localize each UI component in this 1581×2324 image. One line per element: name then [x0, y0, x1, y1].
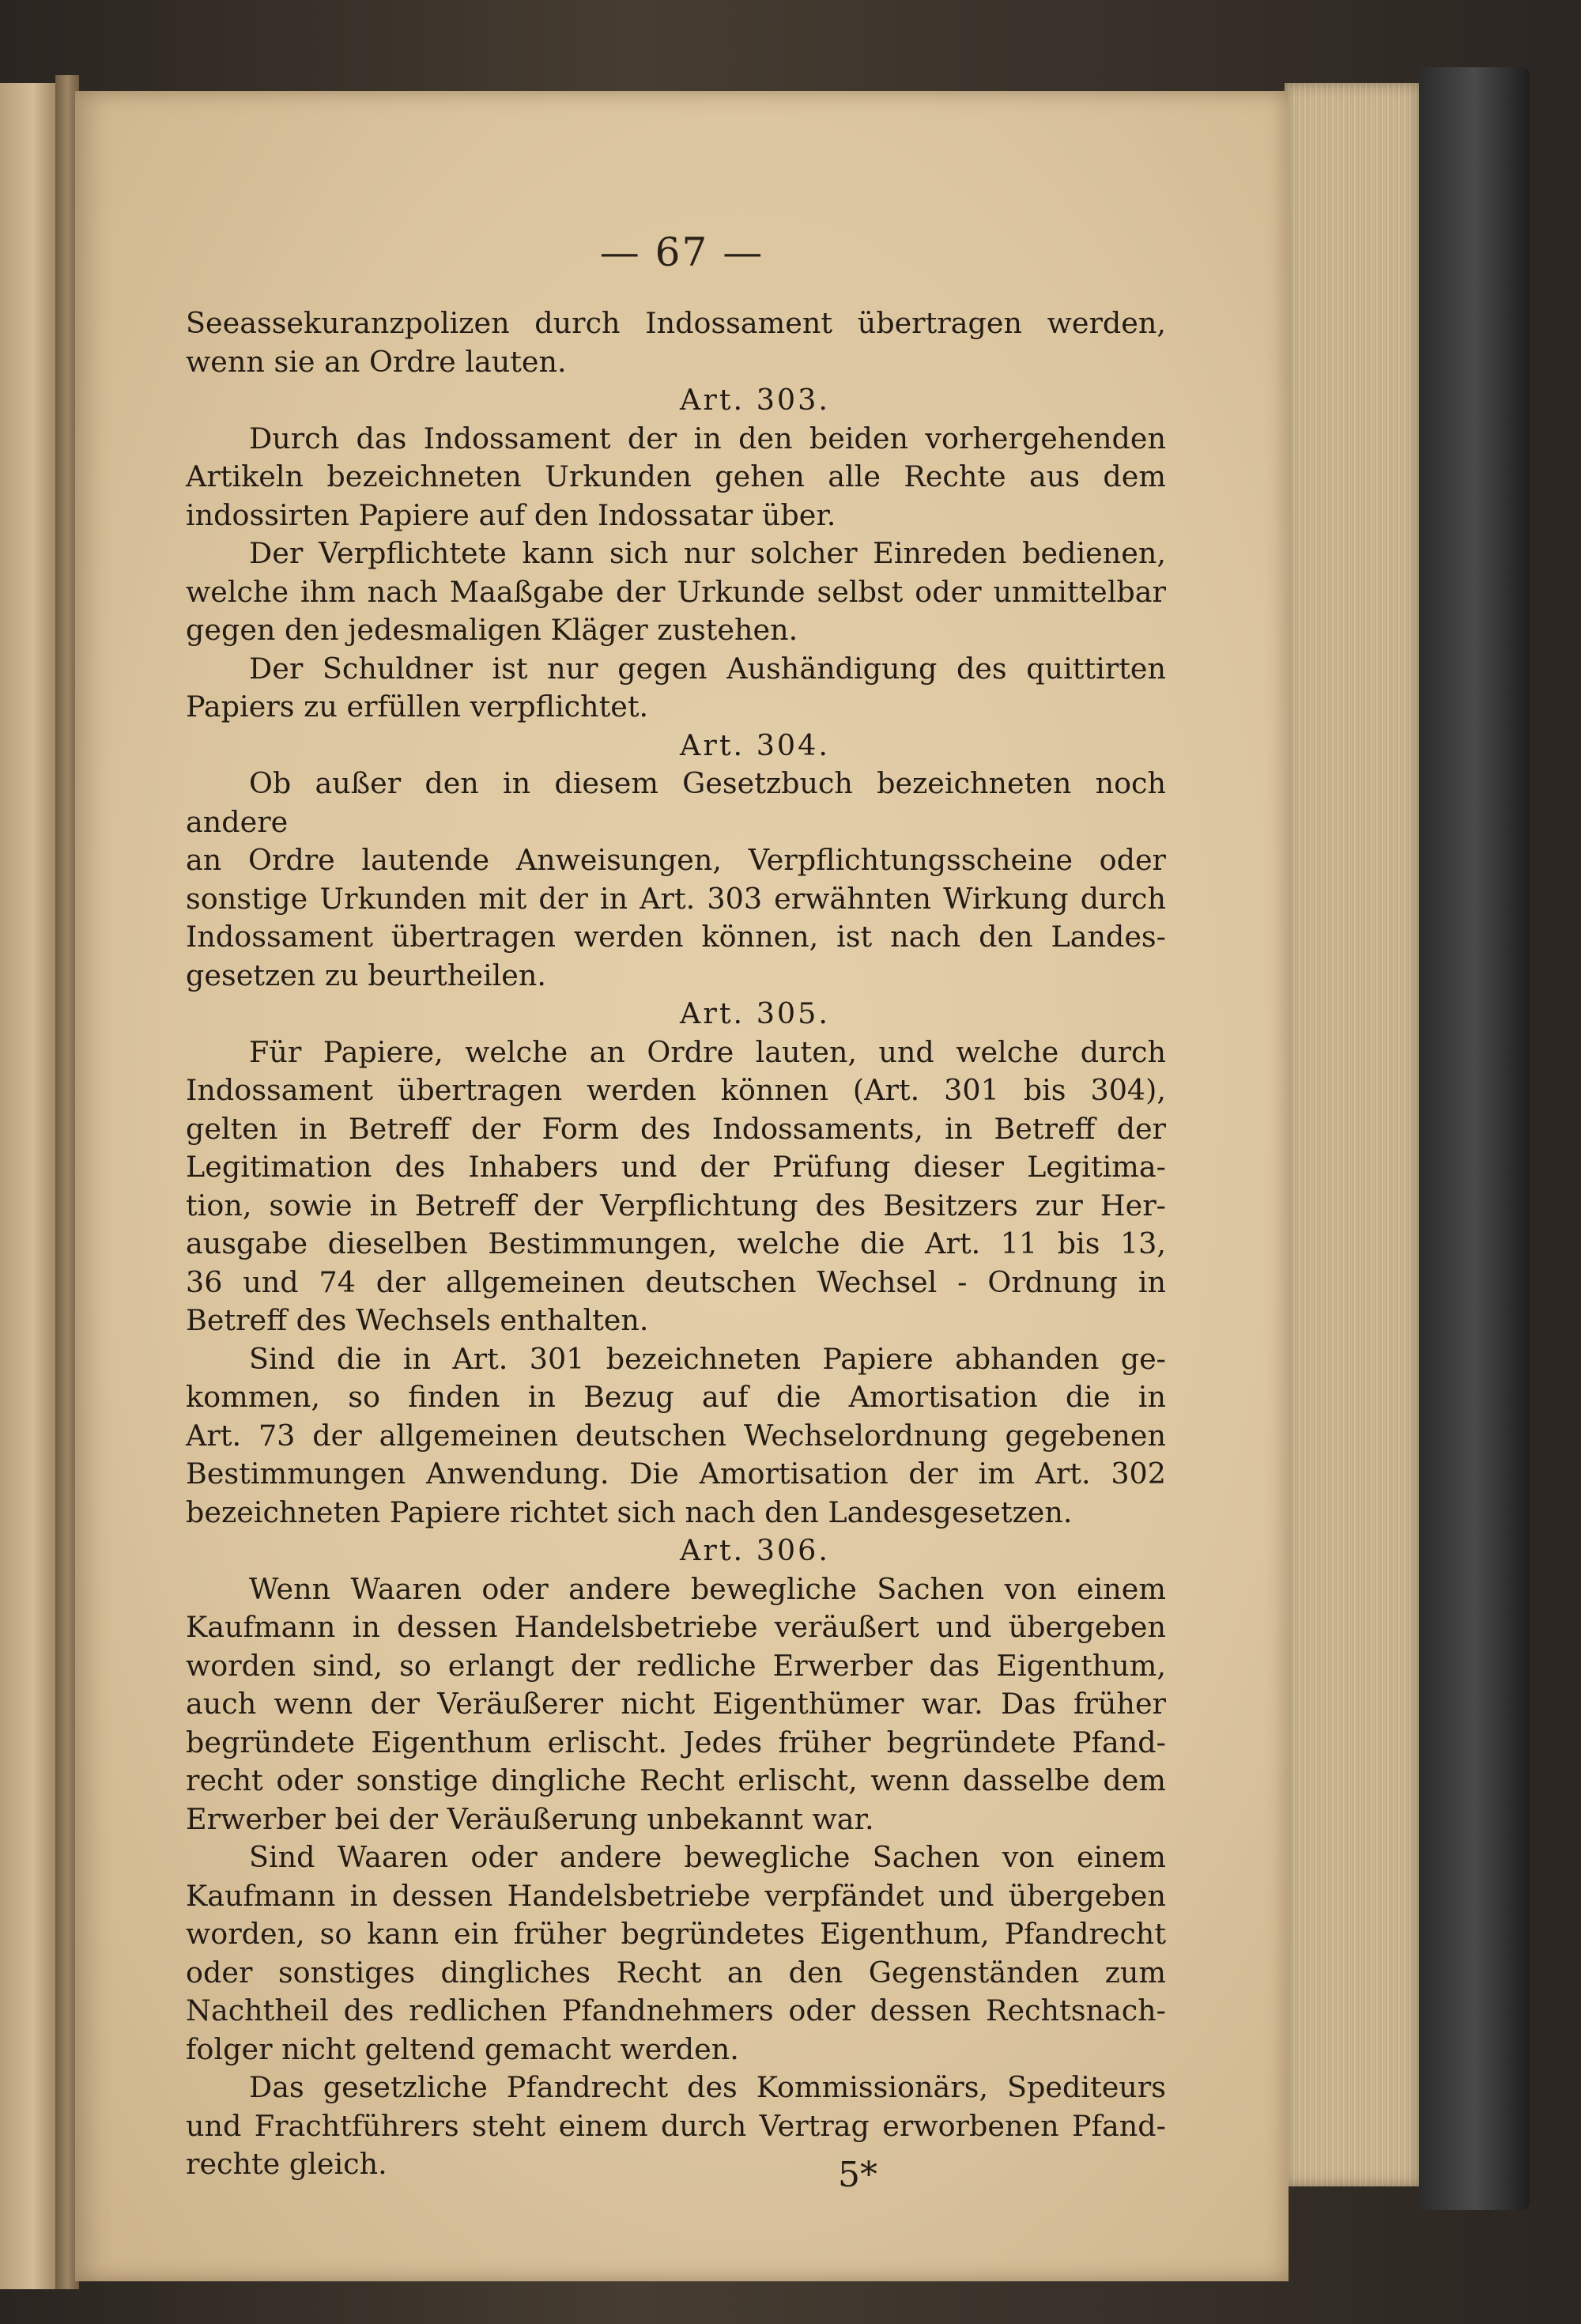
text-line: Der Verpflichtete kann sich nur solcher Einreden bedienen, [249, 536, 1166, 570]
text-line: oder sonstiges dingliches Recht an den Gegenständen zum [186, 1955, 1166, 1990]
text-line: Legitimation des Inhabers und der Prüfung dieser Legitima- [186, 1150, 1166, 1184]
text-line: welche ihm nach Maaßgabe der Urkunde selbst oder unmittelbar [186, 574, 1166, 609]
page-number: — 67 — [599, 229, 764, 275]
text-line: worden, so kann ein früher begründetes Eigenthum, Pfandrecht [186, 1917, 1166, 1951]
text-line: Bestimmungen Anwendung. Die Amortisation der im Art. 302 [186, 1457, 1166, 1491]
text-line: rechte gleich. [186, 2147, 387, 2181]
text-line: gelten in Betreff der Form des Indossaments, in Betreff der [186, 1111, 1166, 1146]
text-line: Ob außer den in diesem Gesetzbuch bezeichneten noch andere [186, 766, 1166, 839]
text-line: Betreff des Wechsels enthalten. [186, 1303, 649, 1337]
text-line: auch wenn der Veräußerer nicht Eigenthümer war. Das früher [186, 1687, 1166, 1721]
article-heading: Art. 303. [680, 383, 830, 417]
text-line: und Frachtführers steht einem durch Vertrag erworbenen Pfand- [186, 2108, 1166, 2143]
signature-mark: 5* [838, 2155, 877, 2195]
text-line: gegen den jedesmaligen Kläger zustehen. [186, 613, 798, 647]
text-line: sonstige Urkunden mit der in Art. 303 erwähnten Wirkung durch [186, 881, 1166, 916]
text-line: Das gesetzliche Pfandrecht des Kommissionärs, Spediteurs [249, 2070, 1166, 2104]
text-line: kommen, so finden in Bezug auf die Amortisation die in [186, 1380, 1166, 1414]
text-line: Art. 73 der allgemeinen deutschen Wechselordnung gegebenen [186, 1418, 1166, 1453]
text-line: Der Schuldner ist nur gegen Aushändigung des quittirten [249, 651, 1166, 686]
text-line: Erwerber bei der Veräußerung unbekannt war. [186, 1801, 874, 1836]
text-line: worden sind, so erlangt der redliche Erwerber das Eigenthum, [186, 1648, 1166, 1683]
article-heading: Art. 305. [680, 996, 830, 1030]
text-line: Wenn Waaren oder andere bewegliche Sachen von einem [249, 1571, 1166, 1606]
text-line: Durch das Indossament der in den beiden vorhergehenden [249, 421, 1166, 455]
text-line: Artikeln bezeichneten Urkunden gehen alle Rechte aus dem [186, 459, 1166, 493]
page-text [186, 304, 1166, 2184]
text-line: folger nicht geltend gemacht werden. [186, 2031, 739, 2066]
facing-page-edge [0, 83, 55, 2289]
article-heading: Art. 306. [680, 1533, 830, 1567]
text-line: bezeichneten Papiere richtet sich nach den Landesgesetzen. [186, 1495, 1073, 1529]
text-line: recht oder sonstige dingliche Recht erlischt, wenn dasselbe dem [186, 1763, 1166, 1797]
text-line: wenn sie an Ordre lauten. [186, 344, 567, 379]
text-line: Kaufmann in dessen Handelsbetriebe veräußert und übergeben [186, 1610, 1166, 1644]
text-line: Seeassekuranzpolizen durch Indossament übertragen werden, [186, 306, 1166, 340]
text-line: gesetzen zu beurtheilen. [186, 958, 547, 992]
text-line: Indossament übertragen werden können (Art. 301 bis 304), [186, 1073, 1166, 1107]
text-line: Für Papiere, welche an Ordre lauten, und welche durch [249, 1034, 1166, 1069]
text-line: begründete Eigenthum erlischt. Jedes früher begründete Pfand- [186, 1725, 1166, 1759]
text-line: Papiers zu erfüllen verpflichtet. [186, 690, 649, 724]
text-line: indossirten Papiere auf den Indossatar über. [186, 497, 836, 532]
page-stack-edges [1285, 83, 1419, 2186]
text-line: an Ordre lautende Anweisungen, Verpflichtungsscheine oder [186, 843, 1166, 877]
text-line: Kaufmann in dessen Handelsbetriebe verpfändet und übergeben [186, 1878, 1166, 1913]
text-line: tion, sowie in Betreff der Verpflichtung des Besitzers zur Her- [186, 1188, 1166, 1222]
text-line: Sind die in Art. 301 bezeichneten Papiere abhanden ge- [249, 1341, 1166, 1376]
text-line: Nachtheil des redlichen Pfandnehmers oder dessen Rechtsnach- [186, 1993, 1166, 2027]
text-line: Indossament übertragen werden können, ist nach den Landes- [186, 920, 1166, 954]
article-heading: Art. 304. [680, 727, 830, 762]
book-page [75, 91, 1289, 2281]
text-line: Sind Waaren oder andere bewegliche Sachen von einem [249, 1840, 1166, 1874]
text-line: ausgabe dieselben Bestimmungen, welche die Art. 11 bis 13, [186, 1226, 1166, 1260]
text-line: 36 und 74 der allgemeinen deutschen Wechsel - Ordnung in [186, 1264, 1166, 1299]
book-cover [1419, 67, 1530, 2210]
